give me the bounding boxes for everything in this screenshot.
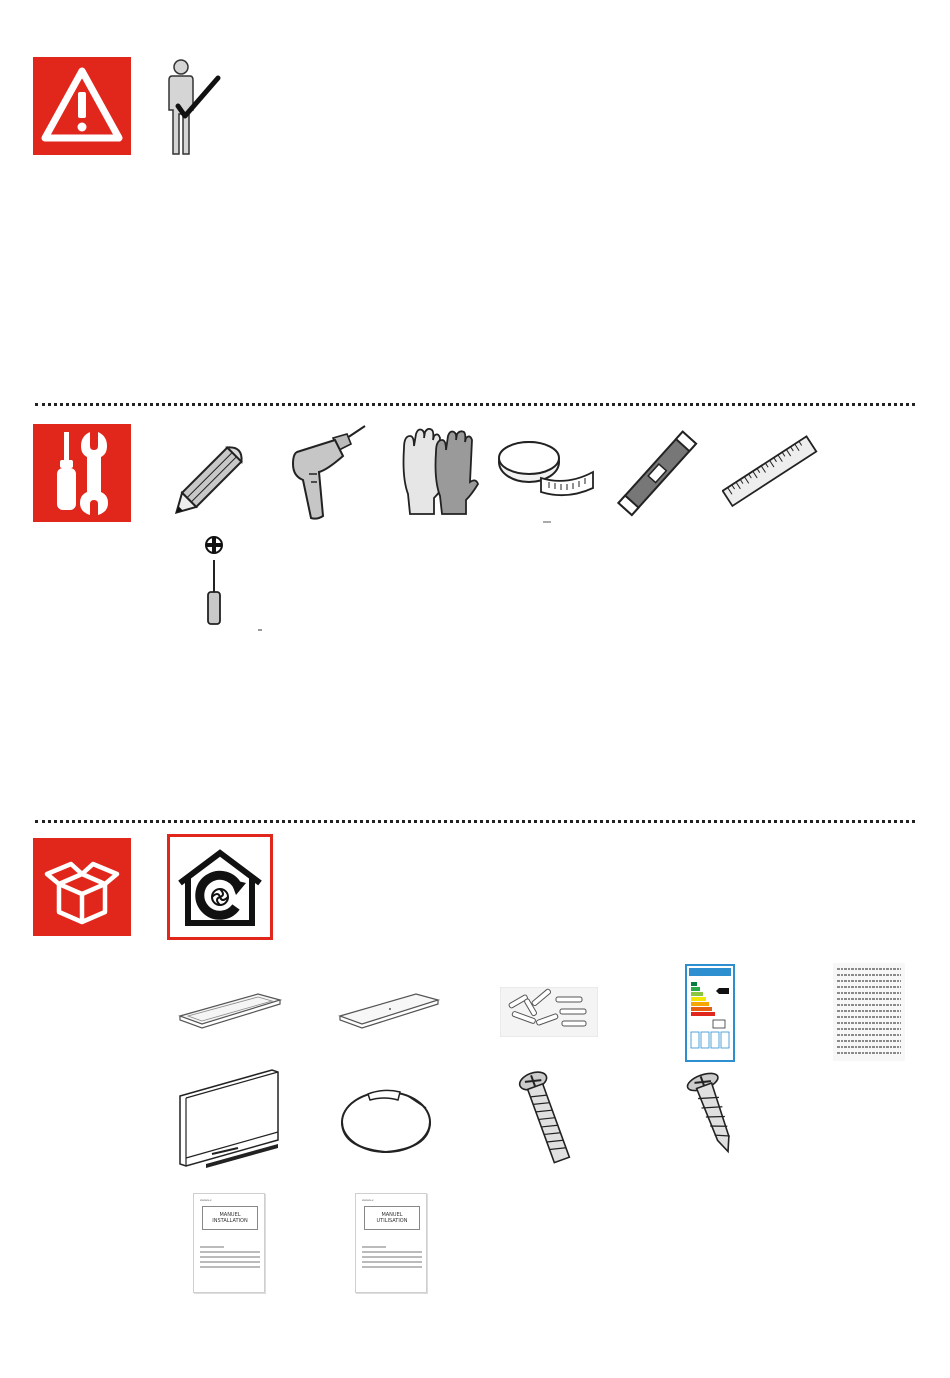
- carbon-filter-frame-icon: [338, 992, 440, 1032]
- package-badge: [33, 838, 131, 936]
- user-manual: [355, 1193, 427, 1293]
- section-divider: [35, 403, 915, 406]
- section-divider: [35, 820, 915, 823]
- drill-icon: [287, 424, 369, 522]
- warning-triangle-icon: [33, 57, 131, 155]
- manual-title: MANUEL INSTALLATION: [202, 1206, 258, 1230]
- carbon-filter-icon: [338, 1078, 438, 1158]
- screwdriver-wrench-icon: [33, 424, 131, 522]
- manual-text-lines: [362, 1246, 422, 1271]
- phillips-screwdriver-icon: [198, 536, 264, 632]
- wall-plugs-icon: [500, 987, 598, 1037]
- recirculation-mode-frame: [167, 834, 273, 940]
- product-fiche-icon: [833, 963, 905, 1061]
- hood-unit-icon: [178, 1068, 282, 1170]
- gloves-icon: [394, 428, 480, 520]
- tools-badge: [33, 424, 131, 522]
- warning-badge: [33, 57, 131, 155]
- manual-text-lines: [200, 1246, 260, 1271]
- spirit-level-icon: [610, 428, 706, 520]
- measuring-tape-icon: [497, 438, 597, 528]
- pencil-icon: [170, 428, 262, 518]
- recirculation-house-icon: [170, 837, 270, 937]
- manual-title: MANUEL UTILISATION: [364, 1206, 420, 1230]
- open-box-icon: [33, 838, 131, 936]
- qualified-person-check-icon: [160, 58, 222, 156]
- installation-manual: [193, 1193, 265, 1293]
- energy-label-icon: [685, 964, 735, 1062]
- manual-header: xxxxxx-x: [200, 1198, 212, 1202]
- wood-screw-icon: [684, 1070, 744, 1156]
- manual-header: xxxxxx-x: [362, 1198, 374, 1202]
- machine-screw-icon: [518, 1066, 578, 1168]
- grease-filter-icon: [178, 992, 282, 1032]
- ruler-icon: [722, 426, 818, 518]
